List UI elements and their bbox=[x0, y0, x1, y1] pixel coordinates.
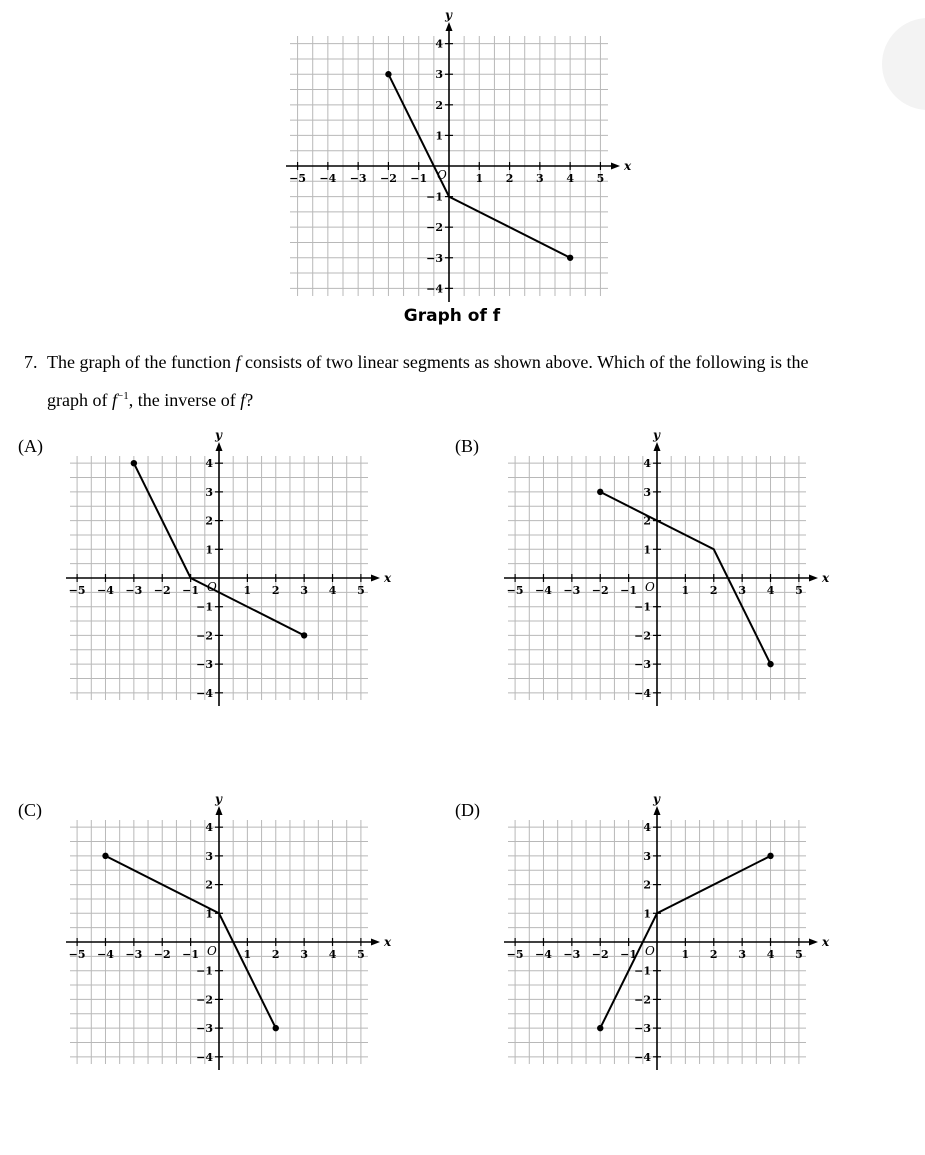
y-tick-label: −4 bbox=[426, 282, 443, 296]
choice-graph-b[interactable] bbox=[500, 428, 830, 710]
x-axis-label: x bbox=[384, 935, 392, 949]
x-axis-arrow bbox=[809, 575, 818, 582]
x-tick-label: −2 bbox=[379, 172, 397, 185]
question-line-1 bbox=[24, 345, 904, 379]
x-tick-label: −5 bbox=[289, 172, 307, 185]
inverse-function-symbol: f bbox=[111, 390, 117, 410]
origin-label: O bbox=[207, 580, 217, 594]
main-graph bbox=[282, 8, 632, 306]
x-tick-label: −5 bbox=[68, 948, 86, 961]
x-tick-label: 2 bbox=[271, 584, 280, 597]
origin-label: O bbox=[645, 944, 655, 958]
y-tick-label: 4 bbox=[643, 821, 651, 835]
y-tick-label: −1 bbox=[196, 600, 213, 614]
x-tick-label: 5 bbox=[596, 172, 605, 185]
y-tick-label: −1 bbox=[426, 190, 443, 204]
decorative-circle bbox=[882, 18, 925, 110]
choice-graph-d[interactable] bbox=[500, 792, 830, 1074]
x-tick-label: 3 bbox=[738, 948, 746, 961]
x-tick-label: −1 bbox=[182, 584, 200, 597]
function-symbol: f bbox=[240, 390, 246, 410]
y-axis-label: y bbox=[215, 428, 222, 442]
choice-graph-d-svg bbox=[500, 792, 830, 1074]
x-tick-label: 4 bbox=[766, 584, 775, 597]
y-tick-label: 3 bbox=[643, 485, 651, 499]
choice-label-b[interactable]: (B) bbox=[455, 436, 479, 456]
x-tick-label: 4 bbox=[328, 584, 337, 597]
x-tick-label: −4 bbox=[535, 948, 552, 961]
choice-graph-c-svg bbox=[62, 792, 392, 1074]
y-axis-label: y bbox=[445, 8, 452, 22]
y-axis-arrow bbox=[654, 442, 661, 451]
x-tick-label: −5 bbox=[68, 584, 86, 597]
x-tick-label: 5 bbox=[795, 584, 803, 597]
x-tick-label: −1 bbox=[182, 948, 200, 961]
question-text-part: ? bbox=[245, 390, 254, 410]
y-tick-label: 1 bbox=[205, 543, 213, 557]
question-text-part: graph of bbox=[47, 390, 112, 410]
x-tick-label: 3 bbox=[300, 584, 308, 597]
origin-label: O bbox=[645, 580, 655, 594]
y-tick-label: −2 bbox=[634, 993, 651, 1007]
endpoint bbox=[597, 489, 603, 495]
x-tick-label: −4 bbox=[319, 172, 337, 185]
y-tick-label: −2 bbox=[196, 629, 213, 643]
y-tick-label: −3 bbox=[634, 658, 651, 672]
y-tick-label: 3 bbox=[643, 849, 651, 863]
y-tick-label: −4 bbox=[196, 1050, 213, 1064]
x-tick-label: −1 bbox=[410, 172, 428, 185]
question-text-part: consists of two linear segments as shown above. Which of the following is the bbox=[240, 352, 809, 372]
graph-caption: Graph of f bbox=[403, 306, 501, 326]
y-tick-label: −1 bbox=[634, 964, 651, 978]
x-tick-label: 2 bbox=[505, 172, 514, 185]
x-tick-label: 4 bbox=[766, 948, 775, 961]
endpoint bbox=[567, 255, 573, 261]
x-tick-label: 5 bbox=[357, 948, 365, 961]
x-tick-label: −5 bbox=[506, 584, 524, 597]
y-tick-label: 2 bbox=[435, 98, 443, 112]
endpoint bbox=[273, 1025, 279, 1031]
x-tick-label: 2 bbox=[709, 584, 718, 597]
endpoint bbox=[597, 1025, 603, 1031]
x-tick-label: 4 bbox=[566, 172, 574, 185]
inverse-exponent: −1 bbox=[117, 390, 129, 402]
y-axis-arrow bbox=[654, 806, 661, 815]
endpoint bbox=[767, 853, 773, 859]
x-axis-arrow bbox=[371, 575, 380, 582]
x-tick-label: −3 bbox=[125, 948, 143, 961]
origin-label: O bbox=[207, 944, 217, 958]
x-tick-label: −2 bbox=[153, 584, 171, 597]
y-tick-label: −1 bbox=[196, 964, 213, 978]
choice-graph-c[interactable] bbox=[62, 792, 392, 1074]
y-axis-arrow bbox=[216, 806, 223, 815]
y-axis-label: y bbox=[215, 792, 222, 806]
x-axis-arrow bbox=[809, 939, 818, 946]
question-line-2 bbox=[24, 379, 904, 417]
y-axis-arrow bbox=[216, 442, 223, 451]
x-axis-arrow bbox=[371, 939, 380, 946]
endpoint bbox=[301, 632, 307, 638]
y-axis-label: y bbox=[653, 428, 660, 442]
choice-graph-a-svg bbox=[62, 428, 392, 710]
x-tick-label: 4 bbox=[328, 948, 337, 961]
x-tick-label: −5 bbox=[506, 948, 524, 961]
x-tick-label: 1 bbox=[243, 948, 252, 961]
origin-label: O bbox=[437, 168, 447, 182]
y-tick-label: −3 bbox=[196, 658, 213, 672]
x-tick-label: −3 bbox=[349, 172, 367, 185]
y-axis-label: y bbox=[653, 792, 660, 806]
x-axis-arrow bbox=[611, 163, 620, 170]
x-tick-label: −3 bbox=[125, 584, 143, 597]
y-tick-label: −3 bbox=[634, 1022, 651, 1036]
y-tick-label: 2 bbox=[205, 878, 213, 892]
y-tick-label: −2 bbox=[426, 221, 443, 235]
x-tick-label: 1 bbox=[681, 584, 690, 597]
x-tick-label: 2 bbox=[271, 948, 280, 961]
question-text bbox=[24, 345, 904, 417]
y-tick-label: 1 bbox=[643, 907, 651, 921]
y-tick-label: 3 bbox=[435, 68, 443, 82]
endpoint bbox=[131, 460, 137, 466]
choice-label-a[interactable]: (A) bbox=[18, 436, 43, 456]
x-tick-label: 1 bbox=[243, 584, 252, 597]
y-tick-label: 3 bbox=[205, 849, 213, 863]
function-symbol: f bbox=[235, 352, 241, 372]
choice-graph-b-svg bbox=[500, 428, 830, 710]
endpoint bbox=[767, 661, 773, 667]
y-tick-label: 4 bbox=[435, 37, 443, 51]
x-axis-label: x bbox=[624, 159, 632, 173]
x-tick-label: −4 bbox=[97, 584, 114, 597]
choice-label-c[interactable]: (C) bbox=[18, 800, 42, 820]
x-tick-label: 3 bbox=[738, 584, 746, 597]
question-text-part: , the inverse of bbox=[128, 390, 241, 410]
x-tick-label: 2 bbox=[709, 948, 718, 961]
x-axis-label: x bbox=[384, 571, 392, 585]
y-axis-arrow bbox=[446, 22, 453, 31]
y-tick-label: −2 bbox=[196, 993, 213, 1007]
x-tick-label: −2 bbox=[591, 948, 609, 961]
y-tick-label: 1 bbox=[643, 543, 651, 557]
y-tick-label: 4 bbox=[205, 821, 213, 835]
endpoint bbox=[102, 853, 108, 859]
y-tick-label: −1 bbox=[634, 600, 651, 614]
choice-label-d[interactable]: (D) bbox=[455, 800, 480, 820]
main-graph-svg bbox=[282, 8, 632, 306]
x-tick-label: 3 bbox=[536, 172, 544, 185]
y-tick-label: −3 bbox=[426, 251, 443, 265]
x-axis-label: x bbox=[822, 935, 830, 949]
question-number: 7. bbox=[24, 352, 38, 372]
y-tick-label: 3 bbox=[205, 485, 213, 499]
y-tick-label: −4 bbox=[196, 686, 213, 700]
y-tick-label: −4 bbox=[634, 1050, 651, 1064]
x-tick-label: −4 bbox=[535, 584, 552, 597]
x-tick-label: −2 bbox=[153, 948, 171, 961]
y-tick-label: 2 bbox=[205, 514, 213, 528]
x-tick-label: 5 bbox=[357, 584, 365, 597]
y-tick-label: 2 bbox=[643, 514, 651, 528]
y-tick-label: 4 bbox=[205, 457, 213, 471]
x-tick-label: −1 bbox=[620, 584, 638, 597]
y-tick-label: 1 bbox=[205, 907, 213, 921]
y-tick-label: 1 bbox=[435, 129, 443, 143]
y-tick-label: 4 bbox=[643, 457, 651, 471]
y-tick-label: −2 bbox=[634, 629, 651, 643]
endpoint bbox=[385, 71, 391, 77]
y-tick-label: −4 bbox=[634, 686, 651, 700]
x-tick-label: −1 bbox=[620, 948, 638, 961]
x-tick-label: −2 bbox=[591, 584, 609, 597]
x-tick-label: −3 bbox=[563, 584, 581, 597]
y-tick-label: 2 bbox=[643, 878, 651, 892]
x-axis-label: x bbox=[822, 571, 830, 585]
x-tick-label: 5 bbox=[795, 948, 803, 961]
x-tick-label: −4 bbox=[97, 948, 114, 961]
y-tick-label: −3 bbox=[196, 1022, 213, 1036]
choice-graph-a[interactable] bbox=[62, 428, 392, 710]
x-tick-label: −3 bbox=[563, 948, 581, 961]
x-tick-label: 1 bbox=[681, 948, 690, 961]
x-tick-label: 1 bbox=[475, 172, 484, 185]
question-text-part: The graph of the function bbox=[47, 352, 236, 372]
x-tick-label: 3 bbox=[300, 948, 308, 961]
